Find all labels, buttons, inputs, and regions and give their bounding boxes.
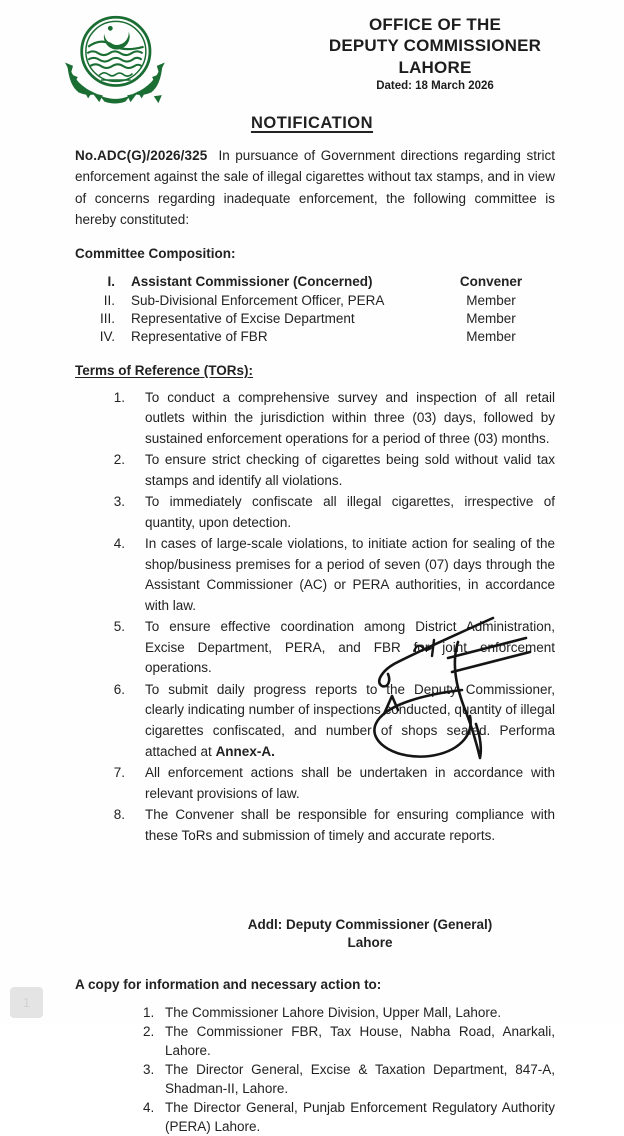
copy-list: [143, 1004, 555, 1136]
committee-row-role: Member: [466, 311, 516, 327]
committee-row-numeral: II.: [103, 292, 115, 308]
tor-item-text: To immediately confiscate all illegal cigarettes, irrespective of quantity, upon detection.: [145, 494, 555, 530]
committee-row-role: Convener: [459, 274, 523, 290]
punjab-government-crest-icon: [58, 8, 170, 104]
tor-item-text: The Convener shall be responsible for ensuring compliance with these ToRs and submission of timely and accurate reports.: [145, 807, 555, 843]
copy-item: [143, 1023, 555, 1061]
committee-row-role: Member: [466, 329, 516, 345]
committee-row-name: Assistant Commissioner (Concerned): [131, 274, 373, 290]
tor-item-number: 4.: [113, 536, 125, 552]
committee-row-name: Representative of FBR: [131, 329, 268, 345]
tor-item-number: 8.: [113, 807, 125, 823]
office-line-2: DEPUTY COMMISSIONER: [328, 36, 542, 56]
tor-item: [75, 492, 555, 533]
tor-item-number: 2.: [113, 452, 125, 468]
tor-item-number: 7.: [113, 765, 125, 781]
committee-heading: Committee Composition:: [75, 246, 236, 262]
copy-item-text: The Commissioner FBR, Tax House, Nabha Road, Anarkali, Lahore.: [165, 1024, 555, 1058]
committee-row-role: Member: [466, 292, 516, 308]
tor-item: [75, 450, 555, 491]
intro-paragraph: [75, 145, 555, 230]
tor-item-text: To ensure effective coordination among District Administration, Excise Department, PERA, and FBR for joint enforcement operations.: [145, 619, 555, 676]
copy-item: [143, 1004, 555, 1023]
page-number-badge: [10, 987, 43, 1018]
reference-number: No.ADC(G)/2026/325: [75, 148, 208, 163]
office-title-block: [270, 8, 600, 104]
committee-row-name: Sub-Divisional Enforcement Officer, PERA: [131, 292, 385, 308]
copy-item: [143, 1061, 555, 1099]
document-header: [0, 0, 624, 104]
tor-item-text: To conduct a comprehensive survey and inspection of all retail outlets within the jurisdiction within three (03) days, followed by sustained enforcement operations for a period of three (03) months.: [145, 389, 555, 446]
committee-row: [75, 273, 555, 291]
document-body: [0, 145, 624, 1136]
tor-item-number: 3.: [113, 494, 125, 510]
copy-item-number: 4.: [143, 1099, 155, 1115]
committee-row-name: Representative of Excise Department: [131, 311, 355, 327]
tor-list: [75, 388, 555, 846]
tor-item: [75, 534, 555, 616]
signatory-title: Addl: Deputy Commissioner (General): [247, 917, 493, 933]
copy-item-number: 1.: [143, 1005, 155, 1021]
page-number: 1: [22, 995, 31, 1010]
committee-table: [75, 273, 555, 346]
copy-item-text: The Director General, Excise & Taxation Department, 847-A, Shadman-II, Lahore.: [165, 1061, 555, 1096]
copy-item-text: The Commissioner Lahore Division, Upper Mall, Lahore.: [165, 1005, 502, 1021]
tors-heading: Terms of Reference (TORs):: [75, 362, 254, 378]
tor-item: [75, 680, 555, 762]
committee-row-numeral: IV.: [99, 329, 115, 345]
committee-row: [75, 292, 555, 310]
copy-item-number: 2.: [143, 1024, 155, 1040]
tor-item-text: To ensure strict checking of cigarettes being sold without valid tax stamps and identify all violations.: [145, 452, 555, 488]
copy-item-text: The Director General, Punjab Enforcement Regulatory Authority (PERA) Lahore.: [165, 1099, 555, 1134]
tor-item: [75, 388, 555, 450]
signatory-place: Lahore: [347, 934, 393, 950]
committee-row: [75, 328, 555, 346]
tor-item: [75, 805, 555, 846]
tor-item-number: 5.: [113, 619, 125, 635]
committee-row: [75, 310, 555, 328]
tor-item-number: 6.: [113, 681, 125, 697]
copy-heading: A copy for information and necessary action to:: [75, 977, 382, 993]
tor-item-text: All enforcement actions shall be undertaken in accordance with relevant provisions of law.: [145, 765, 555, 801]
copy-item-number: 3.: [143, 1061, 155, 1077]
intro-text: In pursuance of Government directions regarding strict enforcement against the sale of illegal cigarettes without tax stamps, and in view of concerns regarding inadequate enforcement, the following committee is hereby constituted:: [75, 148, 555, 227]
office-line-3: LAHORE: [398, 57, 472, 77]
committee-row-numeral: III.: [99, 311, 115, 327]
tor-item: [75, 763, 555, 804]
tor-item-number: 1.: [113, 389, 125, 405]
notification-title: NOTIFICATION: [250, 114, 374, 132]
copy-item: [143, 1099, 555, 1136]
signature-block: [205, 916, 535, 951]
dated-line: Dated: 18 March 2026: [376, 79, 494, 92]
committee-row-numeral: I.: [107, 274, 115, 290]
tor-item: [75, 617, 555, 679]
office-line-1: OFFICE OF THE: [369, 15, 501, 34]
tor-item-text: To submit daily progress reports to the Deputy Commissioner, clearly indicating number of inspections conducted, quantity of illegal cigarettes confiscated, and number of shops sealed. Performa attached at Annex-A.: [145, 681, 555, 759]
tor-item-text: In cases of large-scale violations, to initiate action for sealing of the shop/business premises for a period of seven (07) days through the Assistant Commissioner (AC) or PERA authorities, in accordance with law.: [145, 536, 555, 613]
